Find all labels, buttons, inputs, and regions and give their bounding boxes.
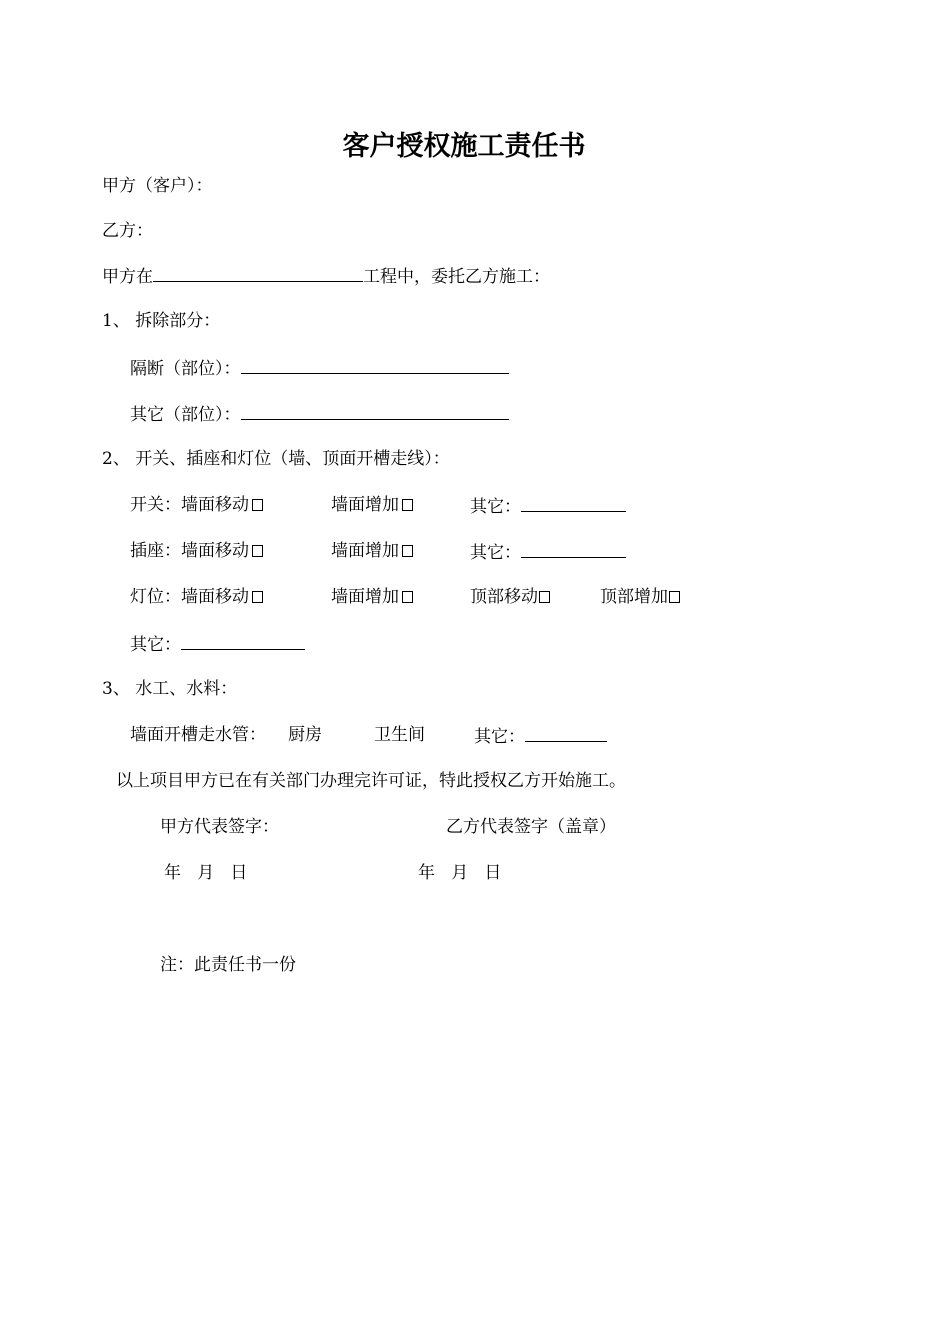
water-other-field[interactable] [525,724,607,742]
section-3-heading: 3、 水工、水料： [102,679,238,699]
light-label-row [130,586,263,608]
project-prefix: 甲方在 [102,267,153,287]
document-title: 客户授权施工责任书 [342,131,586,162]
switch-other-field[interactable] [521,494,626,512]
socket-wall-add-label: 墙面增加 [331,541,399,561]
project-line [102,264,550,288]
socket-wall-add-checkbox[interactable] [402,545,413,557]
authorization-statement: 以上项目甲方已在有关部门办理完许可证，特此授权乙方开始施工。 [116,771,626,791]
party-b-date: 年 月 日 [418,863,502,883]
water-other-item [474,724,607,748]
party-b-signature-label: 乙方代表签字（盖章） [446,817,616,837]
water-pipe-label: 墙面开槽走水管： [130,725,266,745]
demolish-other-field[interactable] [241,402,509,420]
switch-wall-move-checkbox[interactable] [252,499,263,511]
light-wall-move-checkbox[interactable] [252,591,263,603]
socket-label: 插座： [130,541,181,561]
switch-label-row [130,494,263,516]
socket-wall-move-label: 墙面移动 [181,541,249,561]
light-top-add-checkbox[interactable] [669,591,680,603]
switch-wall-add-checkbox[interactable] [402,499,413,511]
demolish-other-line [130,402,509,426]
project-suffix: 工程中，委托乙方施工： [363,267,550,287]
partition-line [130,356,509,380]
light-top-move-checkbox[interactable] [539,591,550,603]
project-name-field[interactable] [153,264,363,282]
water-bathroom: 卫生间 [374,725,425,745]
section-2-heading: 2、 开关、插座和灯位（墙、顶面开槽走线）： [102,449,450,469]
party-a-signature-label: 甲方代表签字： [160,817,279,837]
note: 注：此责任书一份 [160,955,296,975]
light-top-move-item [470,586,550,608]
section-1-heading: 1、 拆除部分： [102,311,221,331]
light-wall-add-item [331,586,413,608]
socket-other-field[interactable] [521,540,626,558]
switch-wall-move-label: 墙面移动 [181,495,249,515]
light-top-move-label: 顶部移动 [470,587,538,607]
switch-label: 开关： [130,495,181,515]
light-top-add-label: 顶部增加 [600,587,668,607]
light-wall-move-label: 墙面移动 [181,587,249,607]
socket-wall-move-checkbox[interactable] [252,545,263,557]
light-label: 灯位： [130,587,181,607]
electrical-other-field[interactable] [181,632,305,650]
light-wall-add-checkbox[interactable] [402,591,413,603]
electrical-other-line [130,632,305,656]
socket-wall-add-item [331,540,413,562]
light-top-add-item [600,586,680,608]
electrical-other-label: 其它： [130,635,181,655]
socket-other-label: 其它： [470,543,521,563]
switch-wall-add-label: 墙面增加 [331,495,399,515]
demolish-other-label: 其它（部位）： [130,405,241,425]
switch-other-item [470,494,626,518]
socket-other-item [470,540,626,564]
party-a-line: 甲方（客户）： [102,176,213,196]
partition-field[interactable] [241,356,509,374]
switch-other-label: 其它： [470,497,521,517]
light-wall-add-label: 墙面增加 [331,587,399,607]
switch-wall-add-item [331,494,413,516]
water-kitchen: 厨房 [288,725,322,745]
socket-label-row [130,540,263,562]
water-other-label: 其它： [474,727,525,747]
partition-label: 隔断（部位）： [130,359,241,379]
party-b-line: 乙方： [102,221,153,241]
party-a-date: 年 月 日 [164,863,248,883]
